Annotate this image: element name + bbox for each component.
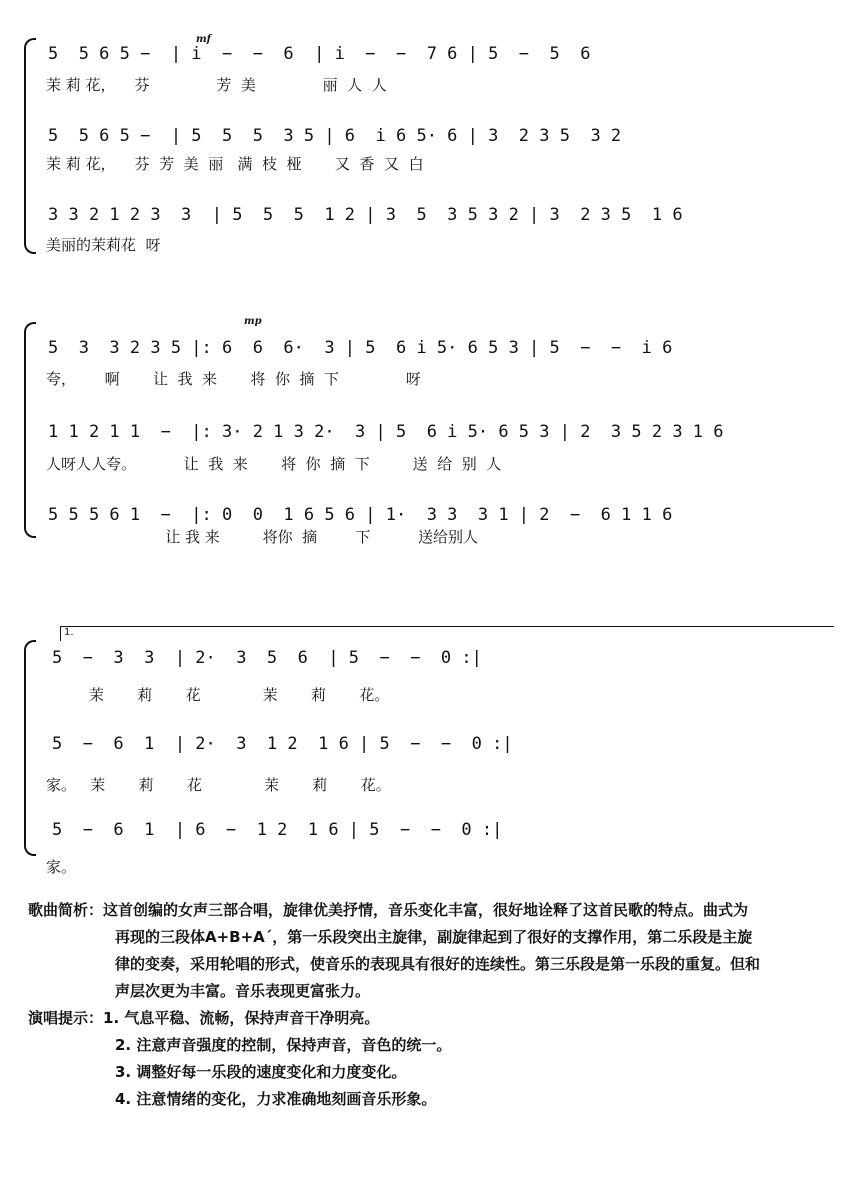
volta-label: 1. (64, 627, 74, 638)
tip-3: 3. 调整好每一乐段的速度变化和力度变化。 (115, 1063, 407, 1081)
tips-row (28, 1005, 838, 1032)
tip-1: 1. 气息平稳、流畅，保持声音干净明亮。 (103, 1009, 380, 1027)
system-3-row-3-notes: 5 − 6 1 | 6 − 1 2 1 6 | 5 − − 0 :| (52, 820, 503, 840)
analysis-label: 歌曲简析： (28, 901, 104, 919)
tip-2: 2. 注意声音强度的控制，保持声音，音色的统一。 (115, 1036, 452, 1054)
dynamic-mp: mp (244, 316, 262, 327)
system-1-row-3-notes: 3 3 2 1 2 3 3 | 5 5 5 1 2 | 3 5 3 5 3 2 | 3 2 3 5 1 6 (48, 205, 683, 225)
analysis-line-4: 声层次更为丰富。音乐表现更富张力。 (115, 982, 371, 1000)
system-2-row-2-notes: 1 1 2 1 1 − |: 3· 2 1 3 2· 3 | 5 6 i 5· 6 5 3 | 2 3 5 2 3 1 6 (48, 422, 724, 442)
system-1-row-3-lyrics: 美丽的茉莉花 呀 (46, 236, 161, 254)
system-2-row-1-notes: 5 3 3 2 3 5 |: 6 6 6· 3 | 5 6 i 5· 6 5 3 | 5 − − i 6 (48, 338, 673, 358)
tips-label: 演唱提示： (28, 1009, 104, 1027)
dynamic-mf: mf (196, 34, 211, 45)
system-2-row-3-lyrics: 让 我 来 将你 摘 下 送给别人 (46, 528, 479, 546)
tip-4: 4. 注意情绪的变化，力求准确地刻画音乐形象。 (115, 1090, 437, 1108)
analysis-line-1: 这首创编的女声三部合唱，旋律优美抒情，音乐变化丰富，很好地诠释了这首民歌的特点。曲式为 (103, 901, 749, 919)
system-3-row-1-lyrics: 茉 莉 花 茉 莉 花。 (46, 686, 390, 704)
system-1-row-1-notes: 5 5 6 5 − | i − − 6 | i − − 7 6 | 5 − 5 6 (48, 44, 591, 64)
system-3-row-3-lyrics: 家。 (46, 858, 77, 876)
analysis-row (28, 897, 838, 924)
system-2-row-1-lyrics: 夸， 啊 让 我 来 将 你 摘 下 呀 (46, 370, 421, 388)
system-2-row-3-notes: 5 5 5 6 1 − |: 0 0 1 6 5 6 | 1· 3 3 3 1 | 2 − 6 1 1 6 (48, 505, 673, 525)
system-1-row-2-lyrics: 茉 莉 花， 芬 芳 美 丽 满 枝 桠 又 香 又 白 (46, 155, 424, 173)
system-3-row-1-notes: 5 − 3 3 | 2· 3 5 6 | 5 − − 0 :| (52, 648, 482, 668)
system-2-brace (24, 322, 36, 538)
analysis-line-3: 律的变奏，采用轮唱的形式，使音乐的表现具有很好的连续性。第三乐段是第一乐段的重复。但和 (115, 955, 761, 973)
system-3-row-2-notes: 5 − 6 1 | 2· 3 1 2 1 6 | 5 − − 0 :| (52, 734, 513, 754)
volta-bracket (60, 626, 834, 641)
system-1-brace (24, 38, 36, 254)
song-notes (28, 897, 838, 1113)
system-3-row-2-lyrics: 家。 茉 莉 花 茉 莉 花。 (46, 776, 391, 794)
system-3-brace (24, 640, 36, 856)
analysis-line-2: 再现的三段体A+B+A´，第一乐段突出主旋律，副旋律起到了很好的支撑作用，第二乐段是主旋 (115, 928, 753, 946)
system-2-row-2-lyrics: 人呀人人夸。 让 我 来 将 你 摘 下 送 给 别 人 (46, 455, 502, 473)
system-1-row-1-lyrics: 茉 莉 花， 芬 芳 美 丽 人 人 (46, 76, 387, 94)
system-1-row-2-notes: 5 5 6 5 − | 5 5 5 3 5 | 6 i 6 5· 6 | 3 2 3 5 3 2 (48, 126, 622, 146)
